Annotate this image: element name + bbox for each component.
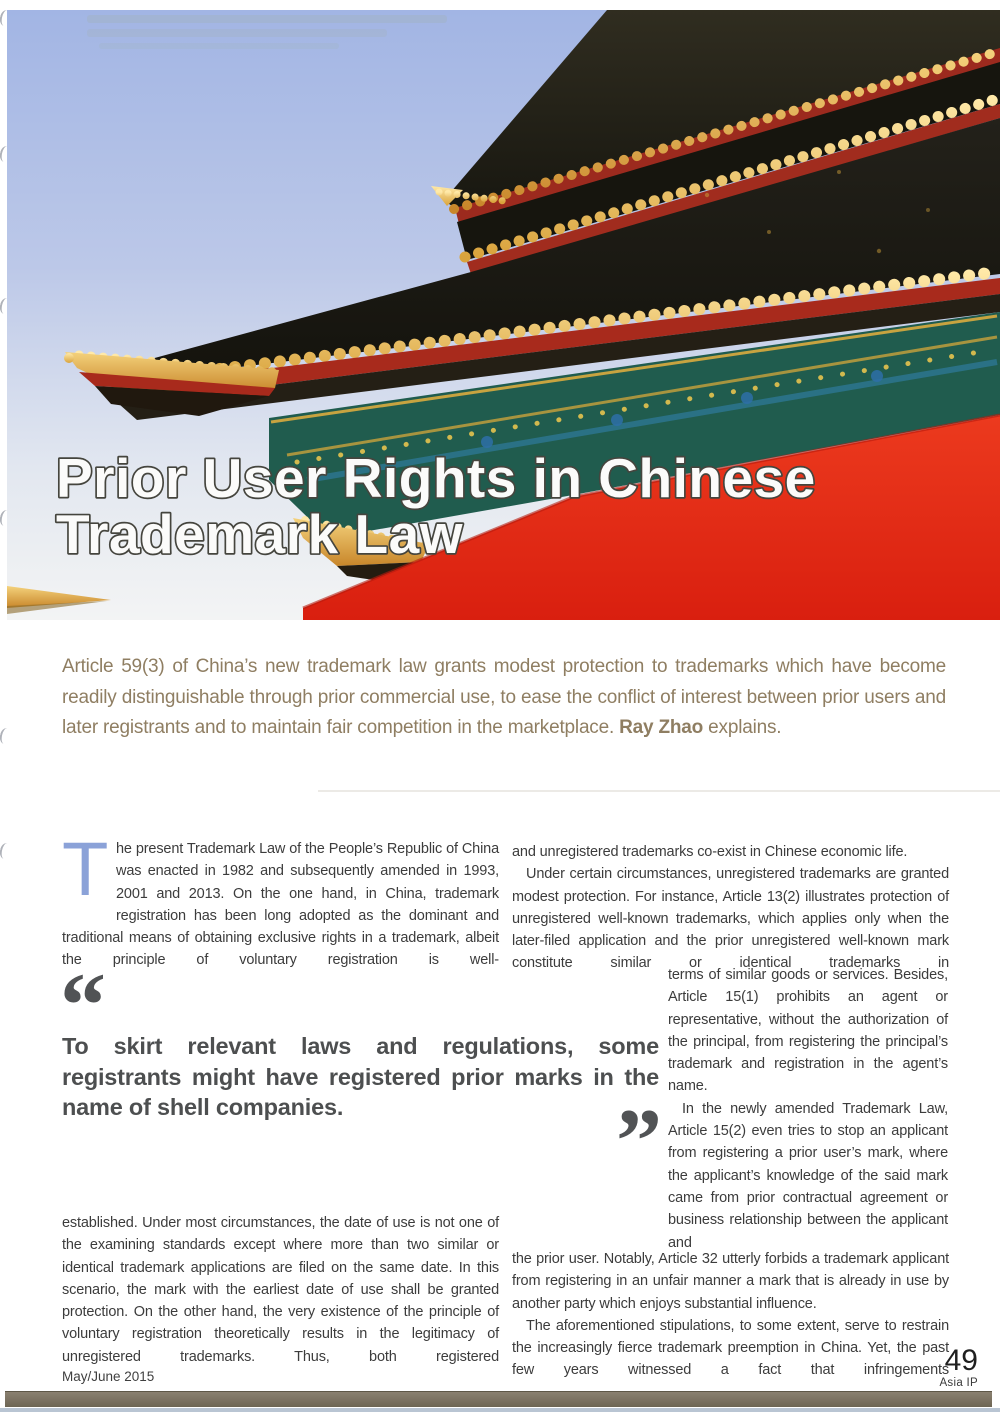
right-column-segment-2 [668,964,948,1254]
body-paragraph-2: established. Under most circumstances, the date of use is not one of the examining standards except where more than two similar or identical trademark applications are filed on the same date. In this scenario, the mark with the earliest date of use shall be granted protection. On the other hand, the very existence of the principle of voluntary registration theoretically results in the legitimacy of unregistered trademarks. Thus, both registered [62,1215,499,1365]
right-paragraph-1b: Under certain circumstances, unregistered trademarks are granted modest protection. For instance, Article 13(2) illustrates protection of unregistered well-known trademarks, which applies only when the later-filed application and the prior unregistered well-known mark constitute similar or identical trademarks in [512,866,949,972]
footer-bar [5,1391,992,1407]
standfirst-tail: explains. [708,717,782,739]
magazine-brand: Asia IP [939,1377,978,1389]
page-edge-strip [0,1408,1000,1412]
page-curl-mark [0,727,13,745]
right-column-segment-1 [512,841,949,975]
right-paragraph-2a: terms of similar goods or services. Besides, Article 15(1) prohibits an agent or representative, without the authorization of the principal, from registering the principal’s trademark and registration in the agent’s name. [668,967,948,1095]
issue-date: May/June 2015 [62,1369,155,1384]
standfirst [62,652,946,744]
divider-rule [318,790,1000,792]
right-paragraph-3b: The aforementioned stipulations, to some extent, serve to restrain the increasingly fierce trademark preemption in China. Yet, the past few years witnessed a fact that infringements [512,1317,949,1379]
close-quote-icon: ” [616,1090,662,1192]
right-paragraph-2b: In the newly amended Trademark Law, Article 15(2) even tries to stop an applicant from registering a prior user’s mark, where the applicant’s knowledge of the said mark came from prior contractual agreement or business relationship between the applicant and [668,1100,948,1251]
page-number-block [858,1346,978,1389]
standfirst-lead: Article 59(3) of China’s new trademark law grants modest protection to trademarks which have become readily distinguishable through prior commercial use, to ease the conflict of interest between prior users and later registrants and to maintain fair competition in the marketplace. [62,656,946,739]
article-title-line1: Prior User Rights in Chinese [56,447,816,509]
paragraph-1-text: he present Trademark Law of the People’s Republic of China was enacted in 1982 and subsequently amended in 1993, 2001 and 2013. On the one hand, in China, trademark registration has been long adopted as the dominant and traditional means of obtaining exclusive rights in a trademark, albeit the principle of voluntary registration is well- [62,841,499,969]
right-paragraph-1a: and unregistered trademarks co-exist in Chinese economic life. [512,844,908,860]
page-curl-mark [0,842,13,860]
drop-cap: T [62,827,109,912]
body-paragraph-1 [62,827,499,972]
author-name: Ray Zhao [619,717,704,739]
title-overlay [7,10,1000,620]
page-number: 49 [944,1344,978,1377]
article-title-line2: Trademark Law [56,503,463,565]
pull-quote: To skirt relevant laws and regulations, some registrants might have registered prior marks in the name of shell companies. [62,1033,659,1121]
open-quote-icon: “ [60,954,106,1056]
hero-photo [7,10,1000,620]
right-paragraph-3a: the prior user. Notably, Article 32 utterly forbids a trademark applicant from registering in an unfair manner a mark that is already in use by another party which enjoys substantial influence. [512,1251,949,1312]
